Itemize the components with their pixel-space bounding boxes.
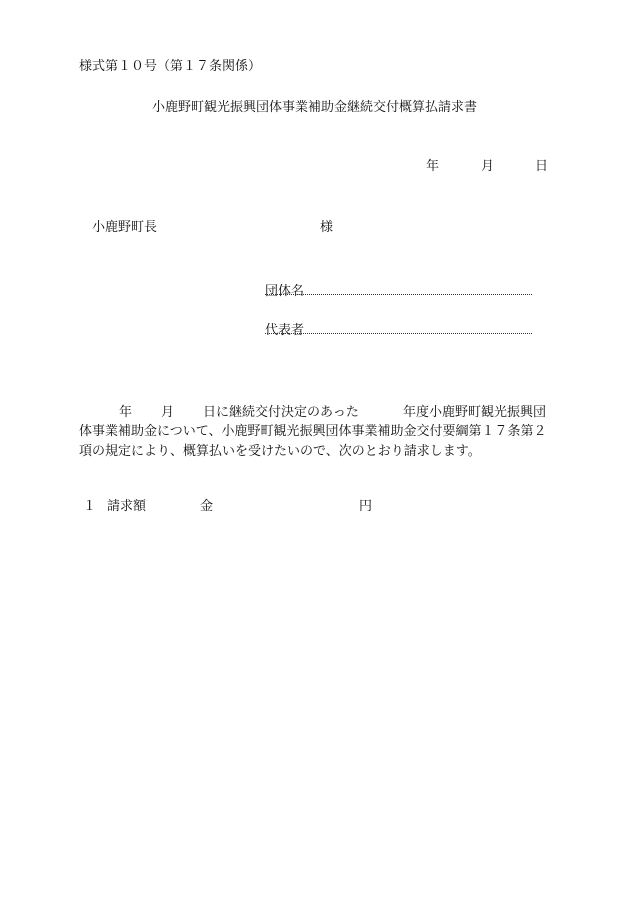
representative-label: 代表者 xyxy=(265,323,305,338)
date-year-label: 年 xyxy=(426,159,440,174)
date-month-label: 月 xyxy=(481,159,495,174)
addressee-honorific: 様 xyxy=(320,220,334,235)
amount-unit: 円 xyxy=(359,499,373,514)
decision-month-label: 月 xyxy=(161,405,175,420)
organization-name-field[interactable] xyxy=(265,279,532,299)
body-line-3: 項の規定により、概算払いを受けたいので、次のとおり請求します。 xyxy=(79,444,481,459)
organization-name-underline xyxy=(265,294,532,295)
form-number: 様式第１０号（第１７条関係） xyxy=(79,59,262,74)
organization-name-label: 団体名 xyxy=(265,284,305,299)
fiscal-year-text: 年度小鹿野町観光振興団 xyxy=(403,405,547,420)
decision-year-label: 年 xyxy=(119,405,133,420)
date-day-label: 日 xyxy=(535,159,549,174)
decision-day-text: 日に継続交付決定のあった xyxy=(203,405,359,420)
item-label: 請求額 xyxy=(107,499,147,514)
body-line-2: 体事業補助金について、小鹿野町観光振興団体事業補助金交付要綱第１７条第２ xyxy=(79,424,547,439)
representative-field[interactable] xyxy=(265,318,532,338)
amount-prefix: 金 xyxy=(200,499,214,514)
item-number: １ xyxy=(83,499,97,514)
document-title: 小鹿野町観光振興団体事業補助金継続交付概算払請求書 xyxy=(152,100,478,115)
representative-underline xyxy=(265,333,532,334)
addressee-name: 小鹿野町長 xyxy=(92,220,158,235)
